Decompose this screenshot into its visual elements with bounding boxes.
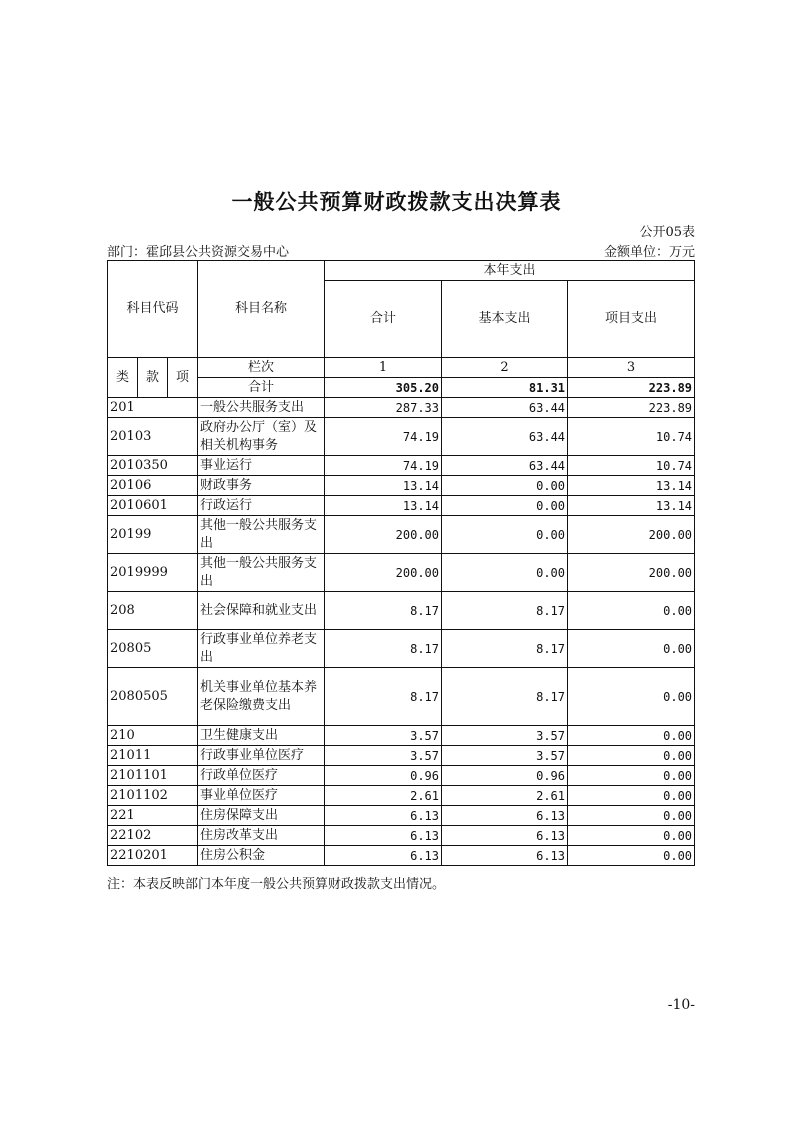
row-name: 机关事业单位基本养老保险缴费支出 bbox=[198, 668, 325, 726]
header-xiang: 项 bbox=[168, 358, 198, 398]
header-kuan: 款 bbox=[138, 358, 168, 398]
row-basic: 0.00 bbox=[442, 496, 568, 516]
row-code: 2101101 bbox=[108, 766, 198, 786]
row-basic: 8.17 bbox=[442, 592, 568, 630]
header-project: 项目支出 bbox=[568, 281, 695, 358]
row-code: 2019999 bbox=[108, 554, 198, 592]
table-row bbox=[108, 516, 695, 554]
row-basic: 6.13 bbox=[442, 846, 568, 866]
row-name: 卫生健康支出 bbox=[198, 726, 325, 746]
row-project: 0.00 bbox=[568, 846, 695, 866]
row-project: 0.00 bbox=[568, 786, 695, 806]
table-row bbox=[108, 456, 695, 476]
header-name: 科目名称 bbox=[198, 261, 325, 358]
table-row bbox=[108, 746, 695, 766]
row-basic: 0.96 bbox=[442, 766, 568, 786]
row-name: 行政事业单位养老支出 bbox=[198, 630, 325, 668]
row-name: 事业单位医疗 bbox=[198, 786, 325, 806]
table-row bbox=[108, 418, 695, 456]
row-name: 住房保障支出 bbox=[198, 806, 325, 826]
row-basic: 6.13 bbox=[442, 826, 568, 846]
row-name: 其他一般公共服务支出 bbox=[198, 554, 325, 592]
row-total: 200.00 bbox=[325, 516, 442, 554]
table-row bbox=[108, 766, 695, 786]
table-row bbox=[108, 668, 695, 726]
row-project: 223.89 bbox=[568, 398, 695, 418]
row-name: 行政运行 bbox=[198, 496, 325, 516]
header-lanci: 栏次 bbox=[198, 358, 325, 378]
row-total: 8.17 bbox=[325, 668, 442, 726]
table-row bbox=[108, 630, 695, 668]
row-code: 20805 bbox=[108, 630, 198, 668]
row-total: 200.00 bbox=[325, 554, 442, 592]
table-row bbox=[108, 554, 695, 592]
table-row bbox=[108, 496, 695, 516]
col-index-3: 3 bbox=[568, 358, 695, 378]
header-code: 科目代码 bbox=[108, 261, 198, 358]
row-basic: 3.57 bbox=[442, 746, 568, 766]
row-total: 6.13 bbox=[325, 826, 442, 846]
row-project: 200.00 bbox=[568, 516, 695, 554]
row-basic: 0.00 bbox=[442, 476, 568, 496]
row-basic: 3.57 bbox=[442, 726, 568, 746]
row-basic: 0.00 bbox=[442, 516, 568, 554]
row-name: 住房改革支出 bbox=[198, 826, 325, 846]
row-basic: 0.00 bbox=[442, 554, 568, 592]
row-project: 10.74 bbox=[568, 418, 695, 456]
row-project: 10.74 bbox=[568, 456, 695, 476]
row-project: 0.00 bbox=[568, 726, 695, 746]
row-basic: 6.13 bbox=[442, 806, 568, 826]
table-row bbox=[108, 726, 695, 746]
row-code: 2080505 bbox=[108, 668, 198, 726]
row-total: 13.14 bbox=[325, 496, 442, 516]
table-row bbox=[108, 786, 695, 806]
row-total: 8.17 bbox=[325, 630, 442, 668]
row-project: 13.14 bbox=[568, 476, 695, 496]
row-total: 74.19 bbox=[325, 418, 442, 456]
table-row bbox=[108, 806, 695, 826]
row-basic: 8.17 bbox=[442, 630, 568, 668]
row-project: 0.00 bbox=[568, 746, 695, 766]
row-name: 一般公共服务支出 bbox=[198, 398, 325, 418]
col-index-1: 1 bbox=[325, 358, 442, 378]
row-total: 3.57 bbox=[325, 746, 442, 766]
row-name: 政府办公厅（室）及相关机构事务 bbox=[198, 418, 325, 456]
row-project: 0.00 bbox=[568, 806, 695, 826]
unit-label: 金额单位：万元 bbox=[603, 245, 695, 260]
table-row bbox=[108, 476, 695, 496]
row-project: 0.00 bbox=[568, 826, 695, 846]
department-label: 部门：霍邱县公共资源交易中心 bbox=[107, 245, 290, 260]
row-project: 200.00 bbox=[568, 554, 695, 592]
sum-project: 223.89 bbox=[568, 378, 695, 398]
sum-total: 305.20 bbox=[325, 378, 442, 398]
row-total: 0.96 bbox=[325, 766, 442, 786]
row-total: 6.13 bbox=[325, 806, 442, 826]
header-basic: 基本支出 bbox=[442, 281, 568, 358]
row-code: 210 bbox=[108, 726, 198, 746]
row-basic: 63.44 bbox=[442, 418, 568, 456]
row-basic: 63.44 bbox=[442, 456, 568, 476]
row-total: 74.19 bbox=[325, 456, 442, 476]
row-total: 287.33 bbox=[325, 398, 442, 418]
row-total: 13.14 bbox=[325, 476, 442, 496]
row-name: 财政事务 bbox=[198, 476, 325, 496]
table-row bbox=[108, 592, 695, 630]
row-total: 3.57 bbox=[325, 726, 442, 746]
row-name: 住房公积金 bbox=[198, 846, 325, 866]
expenditure-table bbox=[107, 260, 695, 866]
sum-basic: 81.31 bbox=[442, 378, 568, 398]
row-code: 2010601 bbox=[108, 496, 198, 516]
row-total: 8.17 bbox=[325, 592, 442, 630]
row-basic: 63.44 bbox=[442, 398, 568, 418]
row-code: 20106 bbox=[108, 476, 198, 496]
table-body bbox=[108, 398, 695, 866]
header-year-expense: 本年支出 bbox=[325, 261, 695, 281]
row-name: 事业运行 bbox=[198, 456, 325, 476]
row-name: 行政事业单位医疗 bbox=[198, 746, 325, 766]
table-row bbox=[108, 398, 695, 418]
row-total: 6.13 bbox=[325, 846, 442, 866]
row-basic: 8.17 bbox=[442, 668, 568, 726]
col-index-2: 2 bbox=[442, 358, 568, 378]
row-basic: 2.61 bbox=[442, 786, 568, 806]
table-row bbox=[108, 846, 695, 866]
row-code: 22102 bbox=[108, 826, 198, 846]
row-code: 21011 bbox=[108, 746, 198, 766]
row-name: 行政单位医疗 bbox=[198, 766, 325, 786]
row-project: 0.00 bbox=[568, 592, 695, 630]
row-project: 0.00 bbox=[568, 630, 695, 668]
row-code: 2010350 bbox=[108, 456, 198, 476]
row-code: 2101102 bbox=[108, 786, 198, 806]
row-code: 208 bbox=[108, 592, 198, 630]
table-note: 注：本表反映部门本年度一般公共预算财政拨款支出情况。 bbox=[107, 877, 446, 892]
row-name: 社会保障和就业支出 bbox=[198, 592, 325, 630]
row-code: 20103 bbox=[108, 418, 198, 456]
header-lei: 类 bbox=[108, 358, 138, 398]
page-number: -10- bbox=[667, 997, 695, 1013]
row-project: 0.00 bbox=[568, 668, 695, 726]
row-project: 0.00 bbox=[568, 766, 695, 786]
row-total: 2.61 bbox=[325, 786, 442, 806]
row-project: 13.14 bbox=[568, 496, 695, 516]
sum-label: 合计 bbox=[198, 378, 325, 398]
form-number: 公开05表 bbox=[639, 225, 695, 240]
row-code: 221 bbox=[108, 806, 198, 826]
row-name: 其他一般公共服务支出 bbox=[198, 516, 325, 554]
row-code: 2210201 bbox=[108, 846, 198, 866]
header-total: 合计 bbox=[325, 281, 442, 358]
row-code: 20199 bbox=[108, 516, 198, 554]
table-row bbox=[108, 826, 695, 846]
page-title: 一般公共预算财政拨款支出决算表 bbox=[231, 189, 562, 214]
row-code: 201 bbox=[108, 398, 198, 418]
